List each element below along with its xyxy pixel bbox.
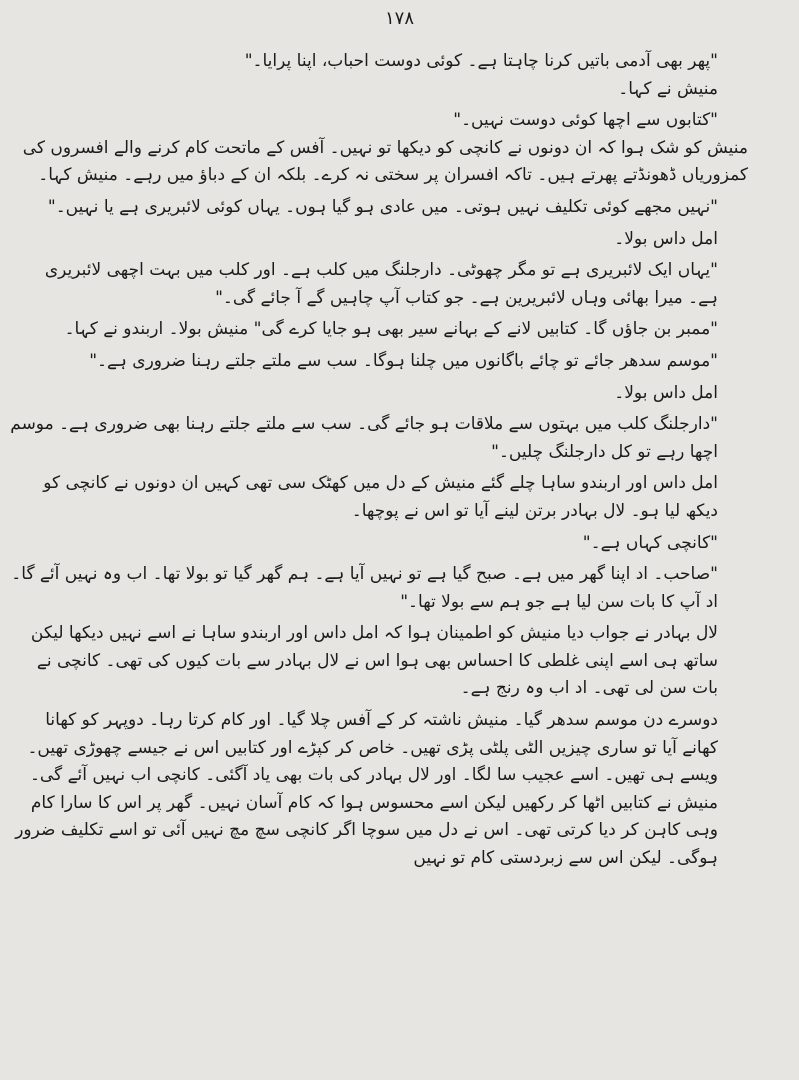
- body-text: [10, 48, 788, 873]
- paragraph: امل داس بولا۔: [614, 228, 718, 249]
- paragraph: "نہیں مجھے کوئی تکلیف نہیں ہوتی۔ میں عادی ہو گیا ہوں۔ یہاں کوئی لائبریری ہے یا نہیں۔": [47, 196, 718, 217]
- paragraph: دوسرے دن موسم سدھر گیا۔ منیش ناشتہ کر کے آفس چلا گیا۔ اور کام کرتا رہا۔ دوپہر کو کھانا کھانے آیا تو ساری چیزیں الٹی پلٹی پڑی تھیں۔ خاص کر کپڑے اور کتابیں اس نے جیسے چھوڑی تھیں۔ ویسے ہی تھیں۔ اسے عجیب سا لگا۔ اور لال بہادر کی بات بھی یاد آگئی۔ کانچی اب نہیں آئے گی۔ منیش نے کتابیں اٹھا کر رکھیں لیکن اسے محسوس ہوا کہ کام آسان نہیں۔ گھر پر اس کا سارا کام وہی کاہن کر دیا کرتی تھی۔ اس نے دل میں سوچا اگر کانچی سچ مچ نہیں آئی تو اسے تکلیف ضرور ہوگی۔ لیکن اس سے زبردستی کام تو نہیں: [15, 710, 718, 869]
- paragraph: "موسم سدھر جائے تو چائے باگانوں میں چلنا ہوگا۔ سب سے ملتے جلتے رہنا ضروری ہے۔": [89, 350, 718, 371]
- paragraph: "پھر بھی آدمی باتیں کرنا چاہتا ہے۔ کوئی دوست احباب، اپنا پرایا۔": [244, 51, 718, 71]
- paragraph: "ممبر بن جاؤں گا۔ کتابیں لانے کے بہانے سیر بھی ہو جایا کرے گی" منیش بولا۔ اربندو نے کہا۔: [64, 319, 718, 340]
- paragraph: امل داس اور اربندو ساہا چلے گئے منیش کے دل میں کھٹک سی تھی کہیں ان دونوں نے کانچی کو دیکھ لیا ہو۔ لال بہادر برتن لینے آیا تو اس نے پوچھا۔: [43, 473, 718, 521]
- page-number: ١٧٨: [384, 8, 414, 29]
- paragraph: منیش نے کہا۔: [618, 78, 718, 99]
- paragraph: "کانچی کہاں ہے۔": [582, 532, 718, 553]
- paragraph: "کتابوں سے اچھا کوئی دوست نہیں۔": [453, 110, 718, 131]
- paragraph: "صاحب۔ اد اپنا گھر میں ہے۔ صبح گیا ہے تو نہیں آیا ہے۔ ہم گھر گیا تو بولا تھا۔ اب وہ نہیں آئے گا۔ اد آپ کا بات سن لیا ہے جو ہم سے بولا تھا۔": [11, 564, 718, 612]
- paragraph: "یہاں ایک لائبریری ہے تو مگر چھوٹی۔ دارجلنگ میں کلب ہے۔ اور کلب میں بہت اچھی لائبریری ہے۔ میرا بھائی وہاں لائبریرین ہے۔ جو کتاب آپ چاہیں گے آ جائے گی۔": [44, 260, 718, 308]
- paragraph: "دارجلنگ کلب میں بہتوں سے ملاقات ہو جائے گی۔ سب سے ملتے جلتے رہنا بھی ضروری ہے۔ موسم اچھا رہے تو کل دارجلنگ چلیں۔": [10, 414, 718, 462]
- paragraph: لال بہادر نے جواب دیا منیش کو اطمینان ہوا کہ امل داس اور اربندو ساہا نے اسے نہیں دیکھا لیکن ساتھ ہی اسے اپنی غلطی کا احساس بھی ہوا اس نے لال بہادر سے بات کیوں کی تھی۔ کانچی نے بات سن لی تھی۔ اد اب وہ رنج ہے۔: [30, 623, 718, 699]
- paragraph: منیش کو شک ہوا کہ ان دونوں نے کانچی کو دیکھا تو نہیں۔ آفس کے ماتحت کام کرنے والے افسروں کی کمزوریاں ڈھونڈتے پھرتے ہیں۔ تاکہ افسران پر سختی نہ کرے۔ بلکہ ان کے دباؤ میں رہے۔ منیش کہا۔: [22, 137, 748, 186]
- paragraph: امل داس بولا۔: [614, 382, 718, 403]
